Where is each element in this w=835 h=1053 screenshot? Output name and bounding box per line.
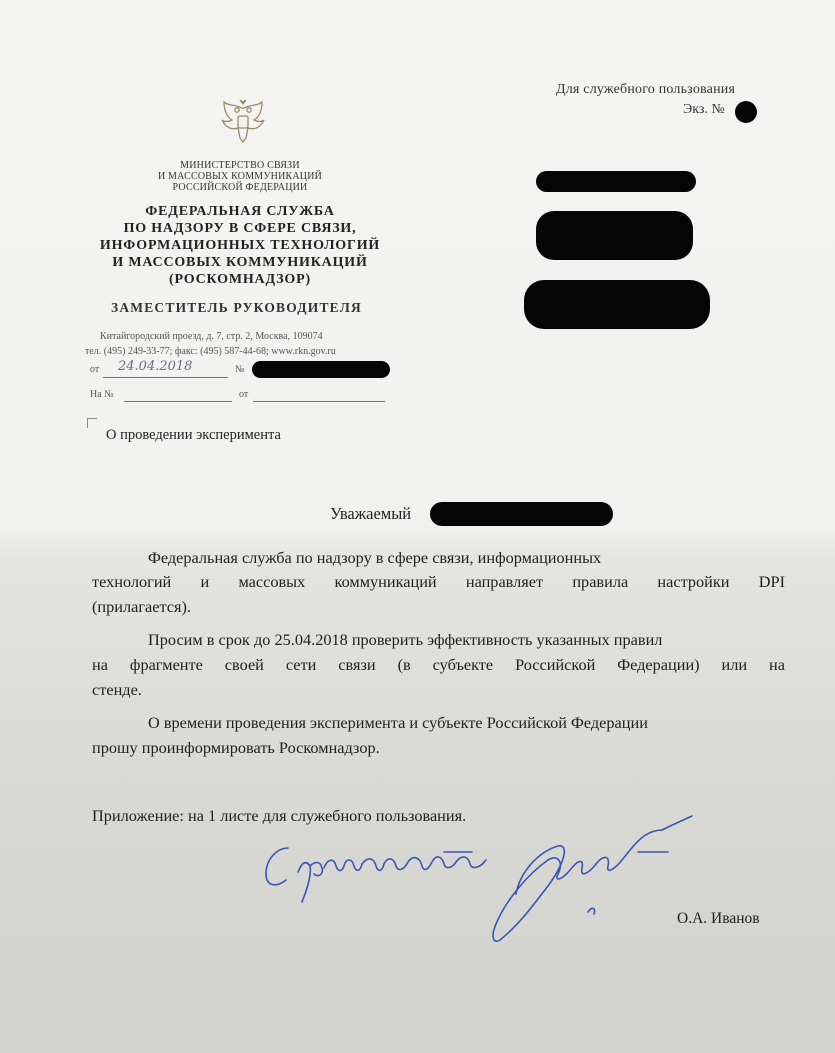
signatory-name: О.А. Иванов [677, 910, 760, 927]
body-paragraph-3-line: прошу проинформировать Роскомнадзор. [92, 738, 380, 757]
agency-line: ФЕДЕРАЛЬНАЯ СЛУЖБА [145, 204, 335, 219]
position-title: ЗАМЕСТИТЕЛЬ РУКОВОДИТЕЛЯ [111, 300, 362, 315]
agency-line: И МАССОВЫХ КОММУНИКАЦИЙ [112, 255, 368, 270]
date-prefix: от [90, 364, 100, 375]
salutation: Уважаемый [330, 504, 412, 523]
subject-line: О проведении эксперимента [106, 427, 281, 443]
ministry-line: И МАССОВЫХ КОММУНИКАЦИЙ [157, 171, 323, 182]
attachment-note: Приложение: на 1 листе для служебного пользования. [92, 806, 467, 825]
classification-label: Для служебного пользования [556, 82, 736, 97]
copy-number-label: Экз. № [683, 102, 725, 117]
redaction-doc-number [252, 361, 390, 378]
redaction-recipient-name [430, 502, 613, 526]
number-prefix: № [235, 364, 245, 375]
date-line [103, 377, 228, 378]
handwritten-signature [258, 812, 698, 952]
subject-corner-mark [87, 418, 97, 428]
body-paragraph-2-line: Просим в срок до 25.04.2018 проверить эффективность указанных правил [148, 630, 663, 649]
agency-name [80, 203, 400, 288]
body-paragraph-2-line: стенде. [92, 680, 142, 699]
redaction-addressee-2 [536, 211, 693, 260]
body-paragraph-1-line: (прилагается). [92, 597, 191, 616]
agency-line: (РОСКОМНАДЗОР) [169, 272, 311, 287]
coat-of-arms-icon [218, 98, 268, 144]
ref-prefix: На № [90, 389, 114, 400]
ministry-line: МИНИСТЕРСТВО СВЯЗИ [180, 160, 300, 171]
body-paragraph-1-line: Федеральная служба по надзору в сфере связи, информационных [148, 548, 602, 567]
body-paragraph-3-line: О времени проведения эксперимента и субъекте Российской Федерации [148, 713, 648, 732]
contacts: тел. (495) 249-33-77; факс: (495) 587-44-68; www.rkn.gov.ru [85, 346, 336, 357]
body-paragraph-2-line: на фрагменте своей сети связи (в субъекте Российской Федерации) или на [92, 655, 785, 674]
agency-line: ПО НАДЗОРУ В СФЕРЕ СВЯЗИ, [123, 221, 357, 236]
ref-number-line [124, 401, 232, 402]
body-paragraph-1-line: технологий и массовых коммуникаций направляет правила настройки DPI [92, 572, 785, 591]
redaction-addressee-3 [524, 280, 710, 329]
ministry-name [145, 160, 335, 193]
redaction-addressee-1 [536, 171, 696, 192]
ref-from: от [239, 389, 249, 400]
address: Китайгородский проезд, д. 7, стр. 2, Москва, 109074 [100, 331, 323, 342]
ref-date-line [253, 401, 385, 402]
date-value: 24.04.2018 [118, 359, 193, 374]
ministry-line: РОССИЙСКОЙ ФЕДЕРАЦИИ [172, 182, 308, 193]
redaction-copy-number [735, 101, 757, 123]
agency-line: ИНФОРМАЦИОННЫХ ТЕХНОЛОГИЙ [99, 238, 381, 253]
